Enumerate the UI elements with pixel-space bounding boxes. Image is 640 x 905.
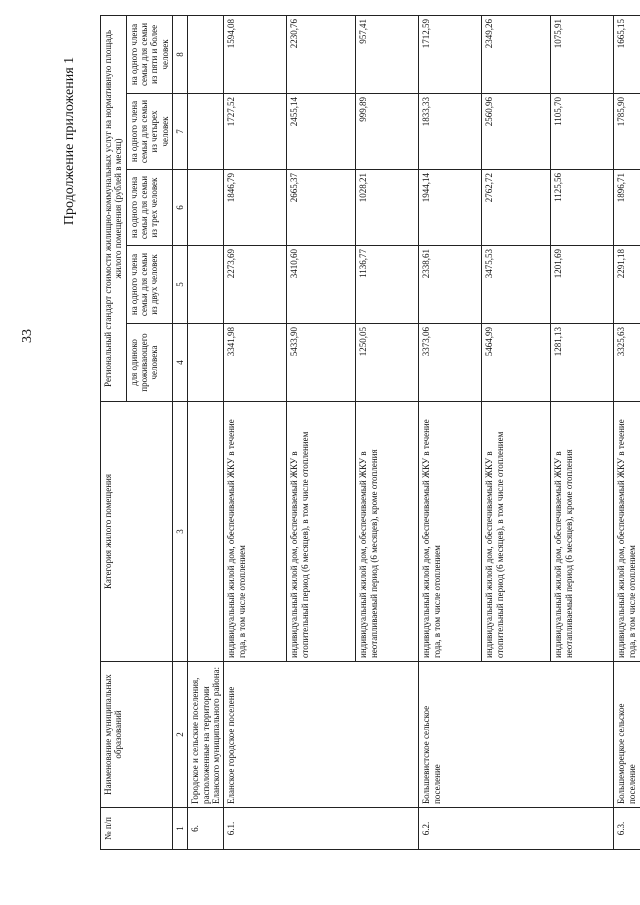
row-num: 6.3. xyxy=(614,808,640,850)
cell-value: 999,89 xyxy=(356,94,419,170)
header-sub-5: на одного члена семьи для семьи из пяти и более человек xyxy=(126,15,172,93)
cell-value: 2762,72 xyxy=(482,170,551,246)
page-number xyxy=(20,16,35,656)
table-row xyxy=(224,15,287,849)
cell-value: 1250,05 xyxy=(356,324,419,402)
column-number: 3 xyxy=(173,402,188,662)
cell-value: 1105,70 xyxy=(551,94,614,170)
row-category: индивидуальный жилой дом, обеспечиваемый ЖКУ в отопительный период (6 месяцев), в том числе отоплением xyxy=(482,402,551,662)
row-num: 6.1. xyxy=(224,808,419,850)
group-name: Городское и сельские поселения, расположенные на территории Еланского муниципального района: xyxy=(188,662,224,808)
cell-value: 2665,37 xyxy=(287,170,356,246)
row-category: индивидуальный жилой дом, обеспечиваемый ЖКУ в течение года, в том числе отоплением xyxy=(224,402,287,662)
row-category: индивидуальный жилой дом, обеспечиваемый ЖКУ в отопительный период (6 месяцев), в том числе отоплением xyxy=(287,402,356,662)
cell-value: 1944,14 xyxy=(419,170,482,246)
cell-value: 2455,14 xyxy=(287,94,356,170)
cell-value: 957,41 xyxy=(356,15,419,93)
cell-value: 2230,76 xyxy=(287,15,356,93)
appendix-title xyxy=(60,36,80,246)
row-category: индивидуальный жилой дом, обеспечиваемый ЖКУ в течение года, в том числе отоплением xyxy=(614,402,640,662)
header-category: Категория жилого помещения xyxy=(101,402,173,662)
header-num: № п/п xyxy=(101,808,173,850)
column-number: 7 xyxy=(173,94,188,170)
cell-value: 3475,53 xyxy=(482,246,551,324)
column-number: 4 xyxy=(173,324,188,402)
cell-value: 2273,69 xyxy=(224,246,287,324)
cell-value: 1136,77 xyxy=(356,246,419,324)
cell-value: 2338,61 xyxy=(419,246,482,324)
header-sub-4: на одного члена семьи для семьи из четырех человек xyxy=(126,94,172,170)
cell-value: 1281,13 xyxy=(551,324,614,402)
rotated-table-page xyxy=(100,16,637,850)
cell-value: 1712,59 xyxy=(419,15,482,93)
cell-value: 1125,56 xyxy=(551,170,614,246)
row-category: индивидуальный жилой дом, обеспечиваемый ЖКУ в неотапливаемый период (6 месяцев), кроме отопления xyxy=(551,402,614,662)
cell-value: 1727,52 xyxy=(224,94,287,170)
column-number: 8 xyxy=(173,15,188,93)
cell-value: 1594,08 xyxy=(224,15,287,93)
table-row xyxy=(614,15,640,849)
cell-value: 2291,18 xyxy=(614,246,640,324)
page-number-text: 33 xyxy=(20,329,35,343)
cell-value: 1665,15 xyxy=(614,15,640,93)
column-number: 6 xyxy=(173,170,188,246)
appendix-title-text: Продолжение приложения 1 xyxy=(62,56,77,226)
cell-value: 5433,90 xyxy=(287,324,356,402)
row-municipality: Большеморецкое сельское поселение xyxy=(614,662,640,808)
standards-table xyxy=(100,15,640,850)
cell-value: 1075,91 xyxy=(551,15,614,93)
group-num: 6. xyxy=(188,808,224,850)
cell-value: 1028,21 xyxy=(356,170,419,246)
cell-value: 2349,26 xyxy=(482,15,551,93)
header-row-main xyxy=(101,15,127,849)
cell-value: 1896,71 xyxy=(614,170,640,246)
row-num: 6.2. xyxy=(419,808,614,850)
cell-value: 2560,96 xyxy=(482,94,551,170)
cell-value: 1785,90 xyxy=(614,94,640,170)
row-category: индивидуальный жилой дом, обеспечиваемый ЖКУ в неотапливаемый период (6 месяцев), кроме отопления xyxy=(356,402,419,662)
cell-value: 3341,98 xyxy=(224,324,287,402)
cell-value: 5464,99 xyxy=(482,324,551,402)
column-numbers-row xyxy=(173,15,188,849)
cell-value: 1846,79 xyxy=(224,170,287,246)
header-sub-1: для одиноко проживающего человека xyxy=(126,324,172,402)
header-sub-2: на одного члена семьи для семьи из двух человек xyxy=(126,246,172,324)
row-municipality: Еланское городское поселение xyxy=(224,662,419,808)
cell-value: 3410,60 xyxy=(287,246,356,324)
cell-value: 1833,33 xyxy=(419,94,482,170)
column-number: 5 xyxy=(173,246,188,324)
header-municipality: Наименование муниципальных образований xyxy=(101,662,173,808)
cell-value: 3373,06 xyxy=(419,324,482,402)
row-category: индивидуальный жилой дом, обеспечиваемый ЖКУ в течение года, в том числе отоплением xyxy=(419,402,482,662)
column-number: 1 xyxy=(173,808,188,850)
group-row xyxy=(188,15,224,849)
cell-value: 3325,63 xyxy=(614,324,640,402)
row-municipality: Большевистское сельское поселение xyxy=(419,662,614,808)
column-number: 2 xyxy=(173,662,188,808)
header-standard: Региональный стандарт стоимости жилищно-коммунальных услуг на нормативную площадь жилого помещения (рублей в месяц) xyxy=(101,15,127,401)
table-row xyxy=(419,15,482,849)
cell-value: 1201,69 xyxy=(551,246,614,324)
header-sub-3: на одного члена семьи для семьи из трех человек xyxy=(126,170,172,246)
